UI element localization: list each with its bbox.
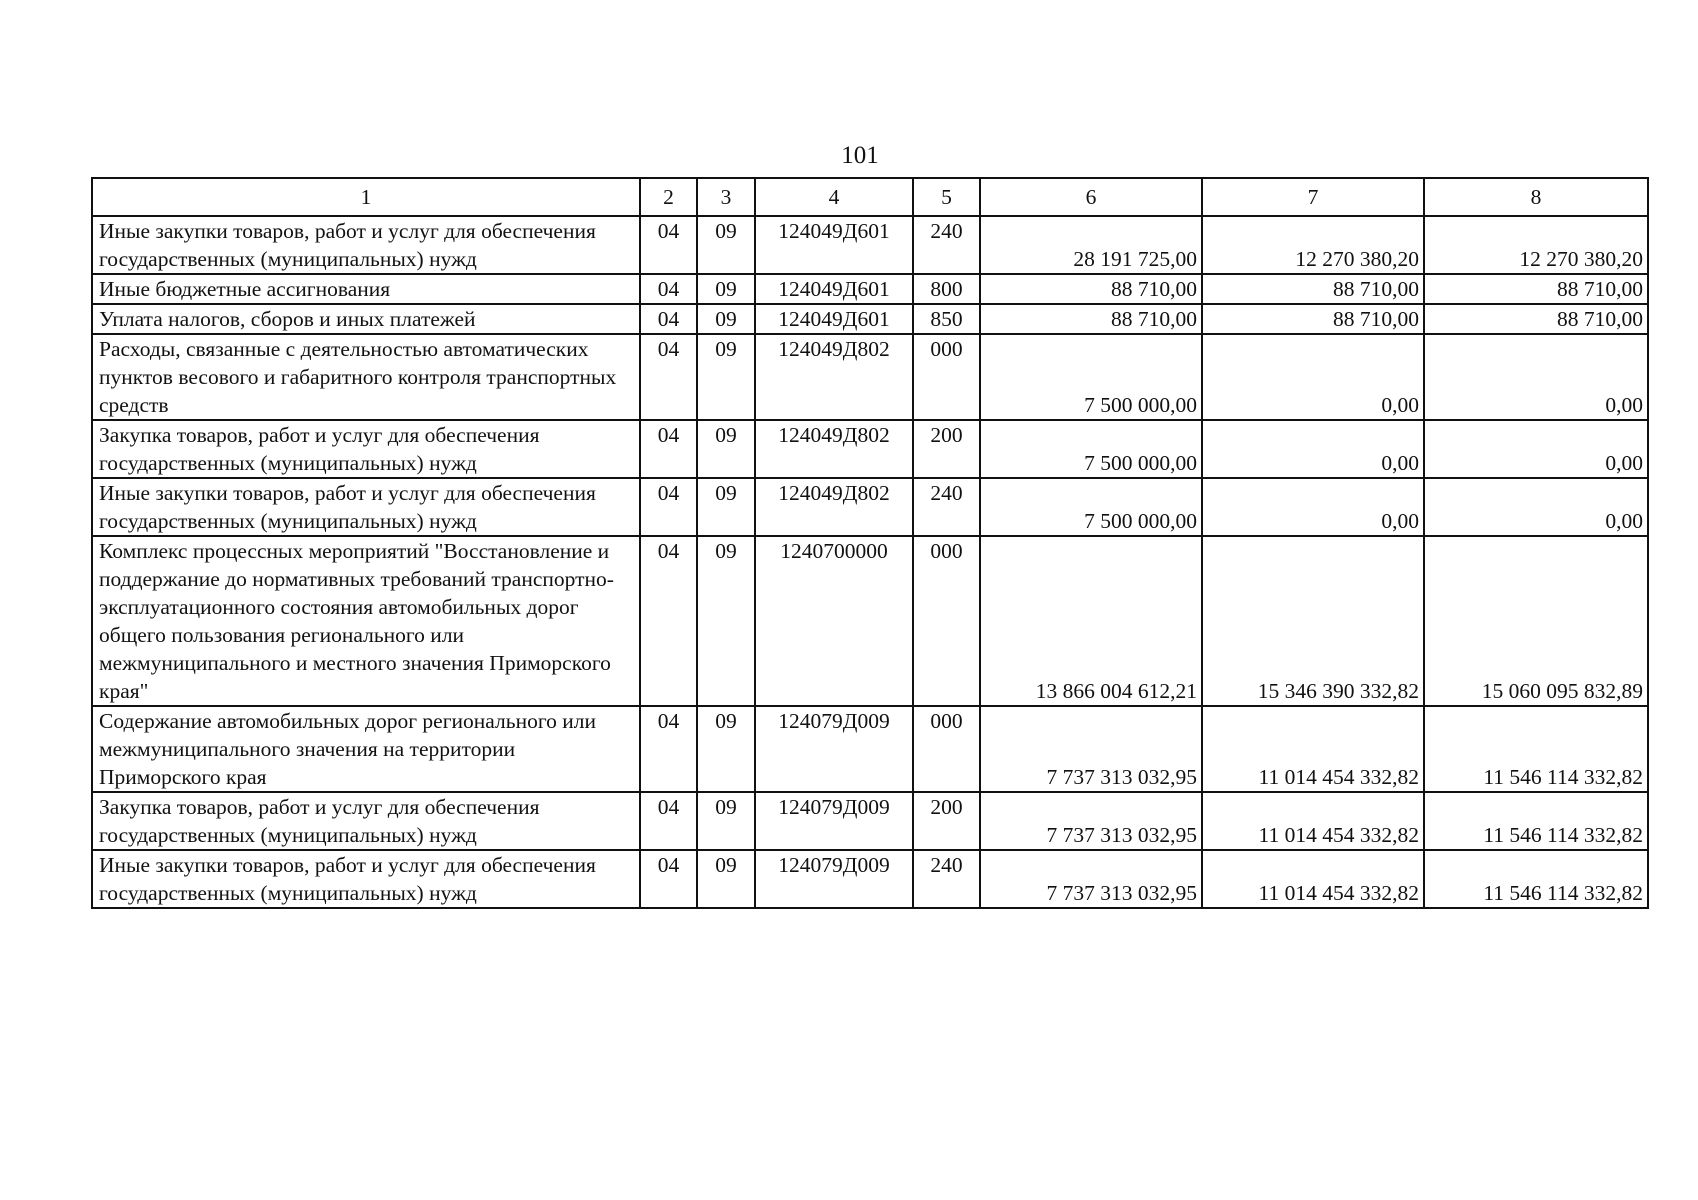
amount-col-6: 88 710,00 xyxy=(980,304,1202,334)
subsection-code: 09 xyxy=(697,478,755,536)
amount-col-7: 88 710,00 xyxy=(1202,274,1424,304)
amount-col-8: 11 546 114 332,82 xyxy=(1424,850,1648,908)
amount-col-8: 0,00 xyxy=(1424,420,1648,478)
amount-col-6: 7 737 313 032,95 xyxy=(980,850,1202,908)
type-code: 240 xyxy=(913,478,980,536)
row-name: Содержание автомобильных дорог регионального или межмуниципального значения на территории Приморского края xyxy=(92,706,640,792)
subsection-code: 09 xyxy=(697,792,755,850)
subsection-code: 09 xyxy=(697,706,755,792)
table-row xyxy=(92,478,1648,536)
amount-col-8: 0,00 xyxy=(1424,478,1648,536)
budget-table xyxy=(91,177,1649,909)
type-code: 800 xyxy=(913,274,980,304)
amount-col-8: 12 270 380,20 xyxy=(1424,216,1648,274)
amount-col-8: 11 546 114 332,82 xyxy=(1424,706,1648,792)
target-code: 124049Д601 xyxy=(755,216,913,274)
type-code: 000 xyxy=(913,706,980,792)
table-row xyxy=(92,304,1648,334)
amount-col-6: 7 500 000,00 xyxy=(980,478,1202,536)
column-header: 7 xyxy=(1202,178,1424,216)
section-code: 04 xyxy=(640,304,697,334)
section-code: 04 xyxy=(640,274,697,304)
amount-col-7: 11 014 454 332,82 xyxy=(1202,792,1424,850)
amount-col-7: 0,00 xyxy=(1202,420,1424,478)
row-name: Иные бюджетные ассигнования xyxy=(92,274,640,304)
table-row xyxy=(92,216,1648,274)
target-code: 124079Д009 xyxy=(755,792,913,850)
table-header-row xyxy=(92,178,1648,216)
type-code: 000 xyxy=(913,334,980,420)
type-code: 240 xyxy=(913,850,980,908)
subsection-code: 09 xyxy=(697,850,755,908)
section-code: 04 xyxy=(640,334,697,420)
target-code: 124049Д802 xyxy=(755,334,913,420)
amount-col-6: 7 737 313 032,95 xyxy=(980,792,1202,850)
amount-col-8: 88 710,00 xyxy=(1424,274,1648,304)
table-row xyxy=(92,420,1648,478)
type-code: 000 xyxy=(913,536,980,706)
row-name: Иные закупки товаров, работ и услуг для обеспечения государственных (муниципальных) нужд xyxy=(92,216,640,274)
row-name: Закупка товаров, работ и услуг для обеспечения государственных (муниципальных) нужд xyxy=(92,420,640,478)
page-number: 101 xyxy=(841,142,879,169)
amount-col-7: 0,00 xyxy=(1202,334,1424,420)
amount-col-6: 7 500 000,00 xyxy=(980,420,1202,478)
amount-col-7: 11 014 454 332,82 xyxy=(1202,706,1424,792)
subsection-code: 09 xyxy=(697,274,755,304)
amount-col-6: 88 710,00 xyxy=(980,274,1202,304)
section-code: 04 xyxy=(640,706,697,792)
type-code: 850 xyxy=(913,304,980,334)
column-header: 8 xyxy=(1424,178,1648,216)
column-header: 1 xyxy=(92,178,640,216)
column-header: 5 xyxy=(913,178,980,216)
column-header: 4 xyxy=(755,178,913,216)
amount-col-7: 15 346 390 332,82 xyxy=(1202,536,1424,706)
subsection-code: 09 xyxy=(697,536,755,706)
table-row xyxy=(92,706,1648,792)
row-name: Уплата налогов, сборов и иных платежей xyxy=(92,304,640,334)
amount-col-8: 15 060 095 832,89 xyxy=(1424,536,1648,706)
row-name: Иные закупки товаров, работ и услуг для обеспечения государственных (муниципальных) нужд xyxy=(92,478,640,536)
amount-col-6: 28 191 725,00 xyxy=(980,216,1202,274)
target-code: 1240700000 xyxy=(755,536,913,706)
amount-col-6: 7 737 313 032,95 xyxy=(980,706,1202,792)
table-row xyxy=(92,274,1648,304)
section-code: 04 xyxy=(640,850,697,908)
section-code: 04 xyxy=(640,536,697,706)
amount-col-7: 11 014 454 332,82 xyxy=(1202,850,1424,908)
target-code: 124079Д009 xyxy=(755,706,913,792)
amount-col-7: 0,00 xyxy=(1202,478,1424,536)
table-row xyxy=(92,850,1648,908)
amount-col-6: 13 866 004 612,21 xyxy=(980,536,1202,706)
section-code: 04 xyxy=(640,792,697,850)
subsection-code: 09 xyxy=(697,420,755,478)
section-code: 04 xyxy=(640,216,697,274)
row-name: Закупка товаров, работ и услуг для обеспечения государственных (муниципальных) нужд xyxy=(92,792,640,850)
amount-col-8: 0,00 xyxy=(1424,334,1648,420)
row-name: Иные закупки товаров, работ и услуг для обеспечения государственных (муниципальных) нужд xyxy=(92,850,640,908)
amount-col-7: 88 710,00 xyxy=(1202,304,1424,334)
target-code: 124049Д802 xyxy=(755,420,913,478)
section-code: 04 xyxy=(640,420,697,478)
subsection-code: 09 xyxy=(697,304,755,334)
target-code: 124049Д601 xyxy=(755,274,913,304)
table-row xyxy=(92,792,1648,850)
target-code: 124049Д601 xyxy=(755,304,913,334)
type-code: 200 xyxy=(913,792,980,850)
subsection-code: 09 xyxy=(697,334,755,420)
type-code: 200 xyxy=(913,420,980,478)
amount-col-8: 11 546 114 332,82 xyxy=(1424,792,1648,850)
section-code: 04 xyxy=(640,478,697,536)
column-header: 6 xyxy=(980,178,1202,216)
target-code: 124079Д009 xyxy=(755,850,913,908)
type-code: 240 xyxy=(913,216,980,274)
amount-col-6: 7 500 000,00 xyxy=(980,334,1202,420)
column-header: 3 xyxy=(697,178,755,216)
row-name: Расходы, связанные с деятельностью автоматических пунктов весового и габаритного контроля транспортных средств xyxy=(92,334,640,420)
column-header: 2 xyxy=(640,178,697,216)
table-row xyxy=(92,334,1648,420)
target-code: 124049Д802 xyxy=(755,478,913,536)
row-name: Комплекс процессных мероприятий "Восстановление и поддержание до нормативных требований транспортно-эксплуатационного состояния автомобильных дорог общего пользования регионального или межмуниципального и местного значения Приморского края" xyxy=(92,536,640,706)
amount-col-7: 12 270 380,20 xyxy=(1202,216,1424,274)
amount-col-8: 88 710,00 xyxy=(1424,304,1648,334)
subsection-code: 09 xyxy=(697,216,755,274)
table-row xyxy=(92,536,1648,706)
